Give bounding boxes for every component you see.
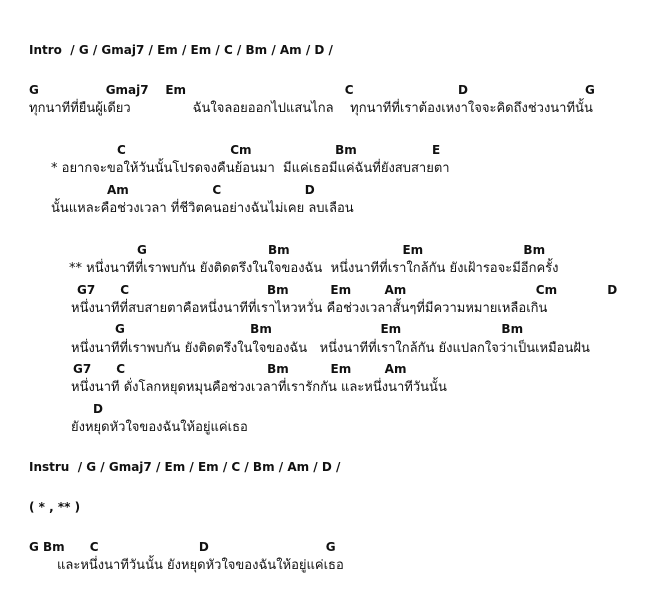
intro-line: Intro / G / Gmaj7 / Em / Em / C / Bm / Am / D /: [29, 43, 333, 57]
chord-line: G Bm Em Bm: [115, 322, 524, 336]
chord-line: G Gmaj7 Em C D G: [29, 83, 595, 97]
chord-line: Am C D: [107, 183, 315, 197]
chord-line: G7 C Bm Em Am Cm D: [77, 283, 618, 297]
repeat-marker: ( * , ** ): [29, 500, 81, 514]
chord-line: G7 C Bm Em Am: [73, 362, 407, 376]
lyric-line: ** หนึ่งนาทีที่เราพบกัน ยังติดตรึงในใจของฉัน หนึ่งนาทีที่เราใกล้กัน ยังเฝ้ารอจะมีอีกครั้ง: [69, 261, 559, 276]
lyric-line: หนึ่งนาทีที่สบสายตาคือหนึ่งนาทีที่เราไหวหวั่น คือช่วงเวลาสั้นๆที่มีความหมายเหลือเกิน: [71, 301, 548, 316]
lyric-line: ยังหยุดหัวใจของฉันให้อยู่แค่เธอ: [71, 420, 248, 435]
lyric-line: นั้นแหละคือช่วงเวลา ที่ชีวิตคนอย่างฉันไม่เคย ลบเลือน: [51, 201, 354, 216]
chord-line: D: [93, 402, 103, 416]
lyric-line: หนึ่งนาที ดั่งโลกหยุดหมุนคือช่วงเวลาที่เรารักกัน และหนึ่งนาทีวันนั้น: [71, 380, 447, 395]
chord-line: C Cm Bm E: [117, 143, 441, 157]
instru-line: Instru / G / Gmaj7 / Em / Em / C / Bm / Am / D /: [29, 460, 341, 474]
lyric-line: และหนึ่งนาทีวันนั้น ยังหยุดหัวใจของฉันให้อยู่แค่เธอ: [57, 558, 344, 573]
chord-line: G Bm C D G: [29, 540, 336, 554]
lyric-line: * อยากจะขอให้วันนั้นโปรดจงคืนย้อนมา มีแค่เธอมีแค่ฉันที่ยังสบสายตา: [51, 161, 450, 176]
lyric-line: หนึ่งนาทีที่เราพบกัน ยังติดตรึงในใจของฉัน หนึ่งนาทีที่เราใกล้กัน ยังแปลกใจว่าเป็นเหมือนฝัน: [71, 341, 590, 356]
lyric-line: ทุกนาทีที่ยืนผู้เดียว ฉันใจลอยออกไปแสนไกล ทุกนาทีที่เราต้องเหงาใจจะคิดถึงช่วงนาทีนั้น: [29, 101, 593, 116]
chord-line: G Bm Em Bm: [137, 243, 546, 257]
